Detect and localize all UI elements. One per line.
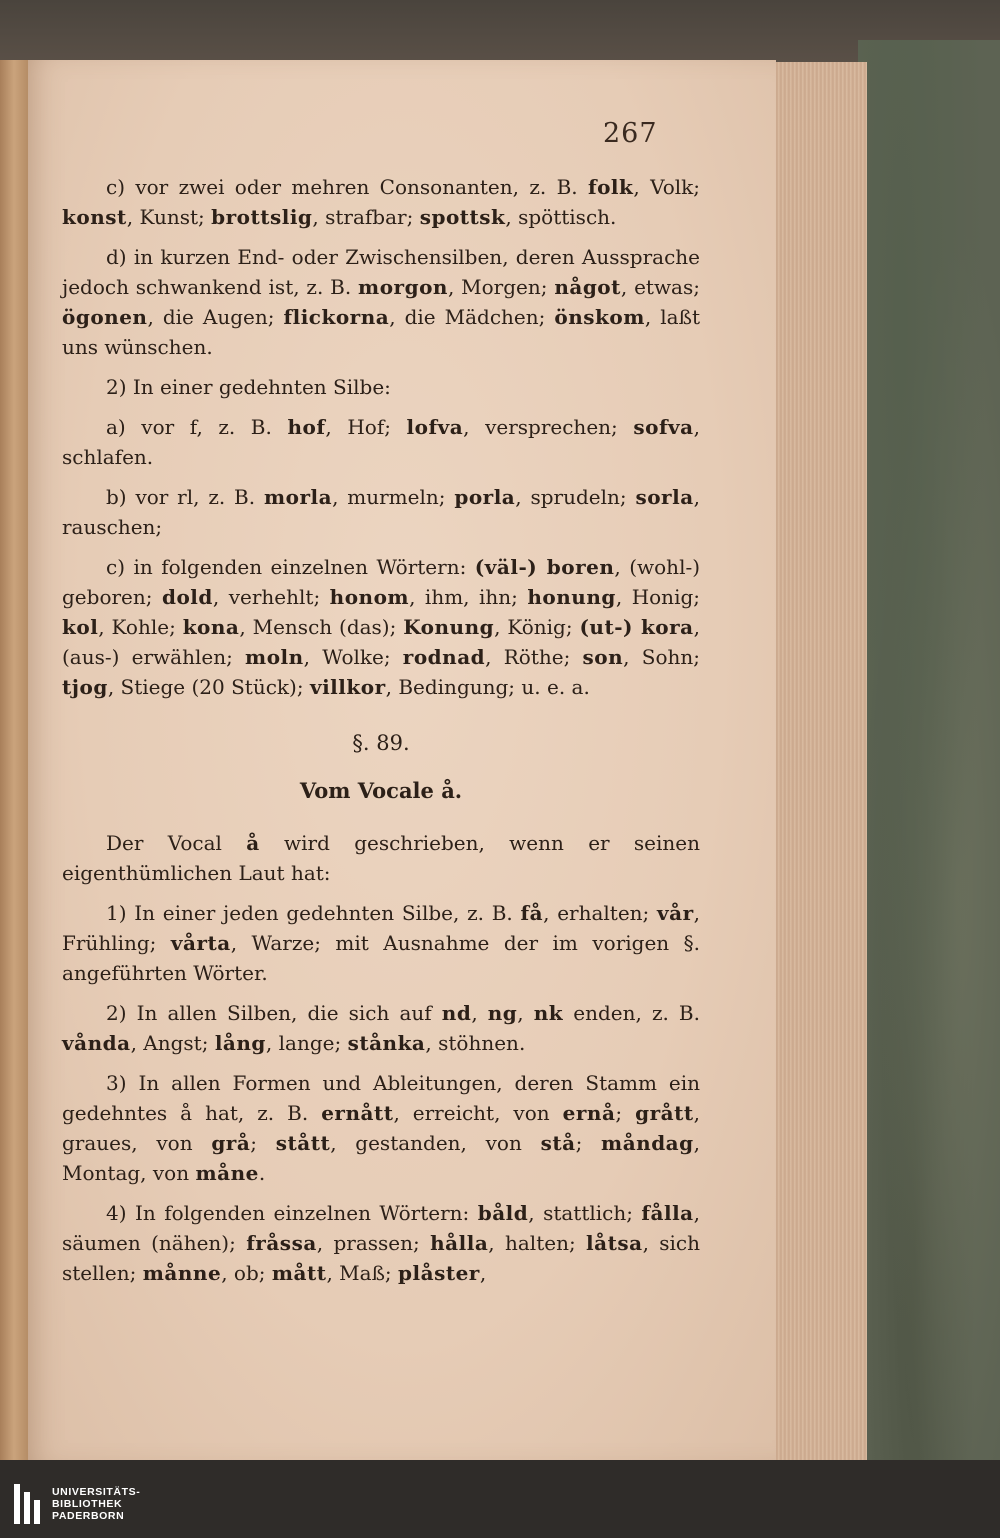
german-text: , rauschen;: [62, 485, 701, 539]
swedish-term: få: [520, 901, 544, 925]
swedish-term: folk: [587, 175, 634, 199]
page-number: 267: [603, 118, 658, 149]
german-text: , die Mädchen;: [389, 305, 555, 329]
german-text: , Röthe;: [485, 645, 583, 669]
german-text: ;: [575, 1131, 602, 1155]
german-text: , (aus-) erwählen;: [62, 615, 700, 669]
german-text: ;: [250, 1131, 276, 1155]
swedish-term: nd: [441, 1001, 472, 1025]
german-text: , spöttisch.: [505, 205, 617, 229]
paragraph: [62, 998, 700, 1058]
swedish-term: något: [554, 275, 621, 299]
swedish-term: ng: [487, 1001, 518, 1025]
section-title: Vom Vocale å.: [299, 778, 463, 803]
swedish-term: kona: [182, 615, 240, 639]
swedish-term: ernå: [562, 1101, 616, 1125]
german-text: , König;: [494, 615, 580, 639]
swedish-term: stå: [540, 1131, 576, 1155]
swedish-term: låtsa: [586, 1231, 643, 1255]
german-text: , Bedingung; u. e. a.: [385, 675, 590, 699]
paragraph: [62, 372, 700, 402]
paragraph: [62, 828, 700, 888]
swedish-term: lång: [214, 1031, 266, 1055]
swedish-term: villkor: [309, 675, 386, 699]
german-text: , (wohl-) geboren;: [62, 555, 701, 609]
swedish-term: honung: [527, 585, 616, 609]
scan-footer: [0, 1460, 1000, 1538]
swedish-term: grått: [635, 1101, 694, 1125]
left-page-edge: [0, 60, 28, 1460]
german-text: 4) In folgenden einzelnen Wörtern:: [106, 1201, 478, 1225]
german-text: ;: [615, 1101, 636, 1125]
german-text: , erhalten;: [543, 901, 658, 925]
swedish-term: porla: [454, 485, 516, 509]
german-text: , halten;: [488, 1231, 587, 1255]
swedish-term: önskom: [554, 305, 645, 329]
german-text: , Morgen;: [447, 275, 555, 299]
marbled-cover: [858, 40, 1000, 1460]
german-text: , Kohle;: [98, 615, 183, 639]
german-text: , stöhnen.: [425, 1031, 526, 1055]
german-text: , sich stellen;: [62, 1231, 701, 1285]
paragraph: [62, 482, 700, 542]
text-block-lower: [62, 828, 700, 1288]
german-text: , strafbar;: [312, 205, 420, 229]
swedish-term: kol: [62, 615, 99, 639]
swedish-term: morgon: [358, 275, 448, 299]
swedish-term: fålla: [641, 1201, 694, 1225]
swedish-term: nk: [533, 1001, 564, 1025]
swedish-term: dold: [161, 585, 213, 609]
text-block-upper: [62, 172, 700, 702]
swedish-term: plåster: [398, 1261, 480, 1285]
swedish-term: flickorna: [283, 305, 390, 329]
german-text: , lange;: [265, 1031, 348, 1055]
swedish-term: vår: [657, 901, 694, 925]
german-text: , Hof;: [325, 415, 407, 439]
swedish-term: hålla: [430, 1231, 489, 1255]
german-text: , etwas;: [620, 275, 700, 299]
swedish-term: spottsk: [419, 205, 506, 229]
german-text: ,: [471, 1001, 488, 1025]
german-text: 2) In einer gedehnten Silbe:: [106, 375, 391, 399]
german-text: , Stiege (20 Stück);: [107, 675, 310, 699]
swedish-term: ögonen: [62, 305, 148, 329]
page-stack-edge: [770, 62, 867, 1462]
swedish-term: båld: [477, 1201, 529, 1225]
german-text: , Angst;: [130, 1031, 215, 1055]
german-text: , Kunst;: [126, 205, 212, 229]
german-text: , ob;: [221, 1261, 272, 1285]
german-text: b) vor rl, z. B.: [106, 485, 264, 509]
german-text: .: [258, 1161, 266, 1185]
german-text: , laßt uns wünschen.: [62, 305, 700, 359]
library-logo-icon: [14, 1484, 44, 1524]
library-name-line1: UNIVERSITÄTS-: [52, 1486, 141, 1498]
scan-top-strip: [0, 0, 1000, 64]
german-text: , versprechen;: [463, 415, 634, 439]
swedish-term: vånda: [62, 1031, 131, 1055]
german-text: d) in kurzen End- oder Zwischensilben, deren Aussprache jedoch schwankend ist, z. B.: [62, 245, 700, 299]
german-text: , sprudeln;: [515, 485, 636, 509]
paragraph: [62, 242, 700, 362]
swedish-term: brottslig: [211, 205, 313, 229]
swedish-term: måndag: [601, 1131, 694, 1155]
swedish-term: å: [246, 831, 260, 855]
german-text: , Volk;: [633, 175, 700, 199]
library-name-line3: PADERBORN: [52, 1510, 125, 1522]
swedish-term: son: [582, 645, 624, 669]
paragraph: [62, 1068, 700, 1188]
german-text: , Wolke;: [303, 645, 403, 669]
swedish-term: (ut-) kora: [579, 615, 694, 639]
section-number: §. 89.: [352, 731, 410, 755]
paragraph: [62, 412, 700, 472]
german-text: , Warze; mit Ausnahme der im vorigen §. angeführten Wörter.: [62, 931, 700, 985]
german-text: ,: [517, 1001, 534, 1025]
german-text: a) vor f, z. B.: [106, 415, 288, 439]
german-text: , Maß;: [326, 1261, 399, 1285]
swedish-term: stånka: [347, 1031, 426, 1055]
german-text: , Honig;: [615, 585, 701, 609]
german-text: ,: [479, 1261, 487, 1285]
paragraph: [62, 552, 700, 702]
swedish-term: stått: [275, 1131, 331, 1155]
german-text: Der Vocal: [106, 831, 247, 855]
swedish-term: sofva: [633, 415, 694, 439]
german-text: , graues, von: [62, 1101, 700, 1155]
german-text: , erreicht, von: [393, 1101, 563, 1125]
swedish-term: tjog: [62, 675, 108, 699]
swedish-term: mått: [271, 1261, 327, 1285]
german-text: enden, z. B.: [563, 1001, 700, 1025]
german-text: , gestanden, von: [330, 1131, 541, 1155]
german-text: , die Augen;: [147, 305, 284, 329]
swedish-term: (väl-) boren: [474, 555, 615, 579]
german-text: , Montag, von: [62, 1131, 700, 1185]
german-text: , säumen (nähen);: [62, 1201, 700, 1255]
german-text: , stattlich;: [528, 1201, 642, 1225]
german-text: , Frühling;: [62, 901, 701, 955]
page-content: [62, 172, 700, 1298]
paragraph: [62, 1198, 700, 1288]
german-text: , Sohn;: [623, 645, 700, 669]
swedish-term: grå: [211, 1131, 251, 1155]
swedish-term: ernått: [321, 1101, 394, 1125]
swedish-term: moln: [245, 645, 304, 669]
swedish-term: vårta: [170, 931, 231, 955]
swedish-term: morla: [263, 485, 333, 509]
swedish-term: konst: [62, 205, 127, 229]
swedish-term: Konung: [403, 615, 495, 639]
german-text: 2) In allen Silben, die sich auf: [106, 1001, 442, 1025]
swedish-term: sorla: [635, 485, 694, 509]
german-text: 1) In einer jeden gedehnten Silbe, z. B.: [106, 901, 521, 925]
swedish-term: lofva: [406, 415, 464, 439]
swedish-term: måne: [195, 1161, 259, 1185]
swedish-term: fråssa: [246, 1231, 317, 1255]
library-name-line2: BIBLIOTHEK: [52, 1498, 123, 1510]
german-text: wird geschrieben, wenn er seinen eigenthümlichen Laut hat:: [62, 831, 700, 885]
german-text: c) in folgenden einzelnen Wörtern:: [106, 555, 475, 579]
german-text: c) vor zwei oder mehren Consonanten, z. B.: [106, 175, 588, 199]
german-text: , schlafen.: [62, 415, 700, 469]
german-text: , ihm, ihn;: [409, 585, 528, 609]
swedish-term: rodnad: [402, 645, 486, 669]
german-text: , prassen;: [316, 1231, 431, 1255]
paragraph: [62, 898, 700, 988]
german-text: , murmeln;: [332, 485, 455, 509]
swedish-term: månne: [142, 1261, 222, 1285]
paragraph: [62, 172, 700, 232]
german-text: 3) In allen Formen und Ableitungen, deren Stamm ein gedehntes å hat, z. B.: [62, 1071, 700, 1125]
german-text: , Mensch (das);: [239, 615, 404, 639]
swedish-term: hof: [287, 415, 326, 439]
german-text: , verhehlt;: [212, 585, 330, 609]
swedish-term: honom: [329, 585, 410, 609]
